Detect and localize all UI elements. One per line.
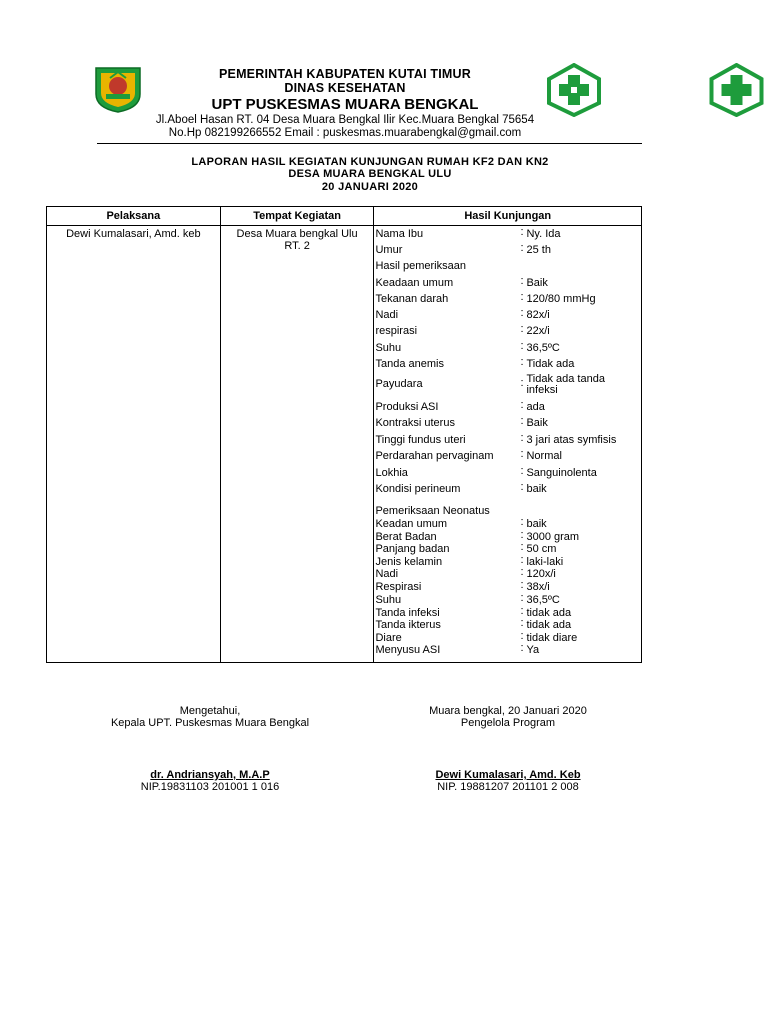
sig-right-name (358, 769, 658, 781)
header-address: Jl.Aboel Hasan RT. 04 Desa Muara Bengkal Ilir Kec.Muara Bengkal 75654 (155, 114, 535, 126)
hasil-row-colon: : (520, 448, 524, 460)
hasil-row-colon: : (520, 275, 524, 287)
hasil-row-colon: : (520, 481, 524, 493)
hasil-row-label: Kondisi perineum (375, 483, 461, 495)
hasil-row-value: 50 cm (526, 543, 557, 555)
hasil-list (374, 226, 641, 662)
hasil-row-value: Normal (526, 450, 562, 462)
hasil-row-colon: : (520, 377, 524, 389)
hasil-row-value: ada (526, 401, 545, 413)
hasil-row-value: Ny. Ida (526, 228, 561, 240)
hasil-row-colon: : (520, 291, 524, 303)
hasil-row-value: tidak ada (526, 607, 572, 619)
hasil-row-value: 36,5ºC (526, 594, 560, 606)
report-date: 20 JANUARI 2020 (321, 181, 419, 193)
sig-left-nip: NIP.19831103 201001 1 016 (140, 781, 280, 793)
sig-right-position: Pengelola Program (460, 717, 556, 729)
hasil-row-colon: : (520, 529, 524, 541)
hasil-row-label: Suhu (375, 594, 402, 606)
header-contact: No.Hp 082199266552 Email : puskesmas.muarabengkal@gmail.com (168, 127, 522, 139)
hasil-row-value: baik (526, 483, 547, 495)
hasil-row-label: Keadaan umum (375, 277, 454, 289)
hasil-row-colon: : (520, 630, 524, 642)
hasil-row-colon: : (520, 415, 524, 427)
hasil-row-value: laki-laki (526, 556, 564, 568)
hasil-row-value: Baik (526, 277, 548, 289)
hasil-row-colon: : (520, 554, 524, 566)
hasil-row-colon: : (520, 516, 524, 528)
hasil-row-label: Suhu (375, 342, 402, 354)
hasil-row-label: Nadi (375, 568, 399, 580)
hasil-row-label: Tekanan darah (375, 293, 449, 305)
hasil-row-value: tidak ada (526, 619, 572, 631)
hasil-row-value: 3000 gram (526, 531, 580, 543)
hasil-row-label: Nama Ibu (375, 228, 424, 240)
sig-left-position: Kepala UPT. Puskesmas Muara Bengkal (110, 717, 310, 729)
sig-left-name-text: dr. Andriansyah, M.A.P (150, 769, 270, 781)
hasil-row-label: Perdarahan pervaginam (375, 450, 494, 462)
hasil-row-label: Payudara (375, 378, 423, 390)
hasil-row-colon: : (520, 323, 524, 335)
sig-right-nip: NIP. 19881207 201101 2 008 (437, 781, 579, 793)
report-subtitle: DESA MUARA BENGKAL ULU (288, 168, 452, 180)
sig-right-name-text: Dewi Kumalasari, Amd. Keb (435, 769, 581, 781)
hasil-row-label: Tinggi fundus uteri (375, 434, 466, 446)
kutai-timur-emblem-icon (92, 64, 144, 114)
hasil-row-colon: : (520, 356, 524, 368)
table-row (47, 226, 642, 663)
puskesmas-logo-partial-icon (705, 63, 768, 117)
hasil-row-label: Tanda infeksi (375, 607, 440, 619)
sig-right-place-date: Muara bengkal, 20 Januari 2020 (429, 705, 587, 717)
hasil-row-value: 120/80 mmHg (526, 293, 596, 305)
hasil-row-colon: : (520, 642, 524, 654)
header-government: PEMERINTAH KABUPATEN KUTAI TIMUR (219, 67, 471, 81)
hasil-row-label: Produksi ASI (375, 401, 439, 413)
report-title: LAPORAN HASIL KEGIATAN KUNJUNGAN RUMAH KF2 DAN KN2 (191, 156, 549, 168)
header-divider (97, 143, 642, 144)
pelaksana-value: Dewi Kumalasari, Amd. keb (66, 228, 201, 240)
hasil-row-colon: : (520, 399, 524, 411)
hasil-row-label: Menyusu ASI (375, 644, 441, 656)
hasil-row-colon: : (520, 605, 524, 617)
hasil-row-value: 120x/i (526, 568, 556, 580)
hasil-row-label: Berat Badan (375, 531, 437, 543)
hasil-row-colon: : (520, 617, 524, 629)
hasil-row-value: 22x/i (526, 325, 550, 337)
hasil-row-value-line2: infeksi (526, 384, 558, 396)
hasil-row-label: Lokhia (375, 467, 408, 479)
hasil-row-colon: : (520, 566, 524, 578)
sig-left-name (60, 769, 360, 781)
hasil-row-value: 82x/i (526, 309, 550, 321)
pelaksana-cell (47, 226, 221, 663)
hasil-row-value: Baik (526, 417, 548, 429)
hasil-row-colon: : (520, 226, 524, 238)
table-header-row (47, 207, 642, 226)
col-header-hasil: Hasil Kunjungan (374, 207, 642, 226)
hasil-row-colon: : (520, 579, 524, 591)
hasil-row-value: baik (526, 518, 547, 530)
hasil-row-label: Panjang badan (375, 543, 450, 555)
sig-left-acknowledge: Mengetahui, (179, 705, 241, 717)
header-department: DINAS KESEHATAN (284, 81, 406, 95)
col-header-tempat: Tempat Kegiatan (220, 207, 374, 226)
col-header-pelaksana: Pelaksana (47, 207, 221, 226)
hasil-row-value: Sanguinolenta (526, 467, 597, 479)
hasil-row-label: Pemeriksaan Neonatus (375, 505, 490, 517)
puskesmas-logo-icon (545, 63, 603, 117)
hasil-row-label: Umur (375, 244, 403, 256)
hasil-row-value: 3 jari atas symfisis (526, 434, 617, 446)
hasil-row-value: tidak diare (526, 632, 578, 644)
hasil-row-label: Respirasi (375, 581, 422, 593)
visit-report-table (46, 206, 642, 663)
tempat-cell (220, 226, 374, 663)
hasil-row-colon: : (520, 340, 524, 352)
header-institution: UPT PUSKESMAS MUARA BENGKAL (211, 96, 479, 113)
hasil-row-label: respirasi (375, 325, 418, 337)
hasil-row-colon: : (520, 465, 524, 477)
hasil-row-colon: : (520, 432, 524, 444)
hasil-row-value: 25 th (526, 244, 551, 256)
hasil-row-label: Hasil pemeriksaan (375, 260, 466, 272)
hasil-row-colon: : (520, 541, 524, 553)
hasil-row-label: Kontraksi uterus (375, 417, 455, 429)
hasil-row-label: Jenis kelamin (375, 556, 443, 568)
hasil-row-label: Diare (375, 632, 402, 644)
hasil-cell (374, 226, 642, 663)
hasil-row-colon: : (520, 242, 524, 254)
tempat-line1: Desa Muara bengkal Ulu (236, 228, 358, 240)
hasil-row-colon: : (520, 592, 524, 604)
tempat-line2: RT. 2 (284, 240, 310, 252)
hasil-row-colon: : (520, 307, 524, 319)
hasil-row-value: Ya (526, 644, 540, 656)
hasil-row-value: Tidak ada (526, 358, 575, 370)
hasil-row-label: Keadan umum (375, 518, 448, 530)
hasil-row-label: Tanda ikterus (375, 619, 441, 631)
hasil-row-value: 36,5ºC (526, 342, 560, 354)
hasil-row-label: Tanda anemis (375, 358, 444, 370)
hasil-row-value: 38x/i (526, 581, 550, 593)
hasil-row-value: Tidak ada tanda (526, 373, 605, 385)
hasil-row-label: Nadi (375, 309, 399, 321)
